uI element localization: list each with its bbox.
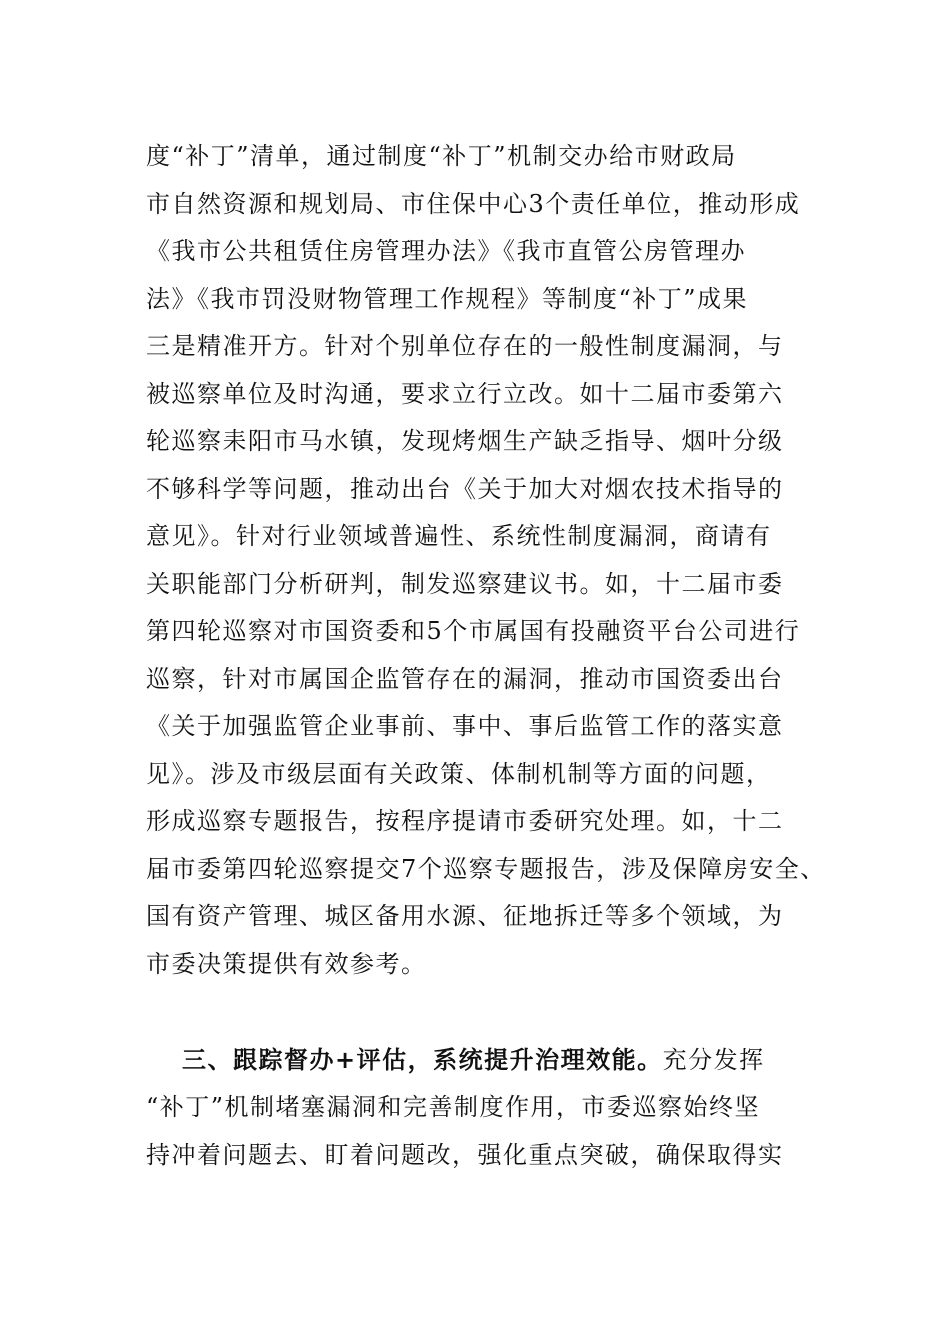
section-heading: 三、跟踪督办+评估，系统提升治理效能。 xyxy=(182,1046,663,1074)
text-line: 法》《我市罚没财物管理工作规程》等制度“补丁”成果 xyxy=(146,285,749,313)
text-line: 关职能部门分析研判，制发巡察建议书。如，十二届市委 xyxy=(146,570,784,598)
text-line: 意见》。针对行业领域普遍性、系统性制度漏洞，商请有 xyxy=(146,522,772,550)
text-line: 持冲着问题去、盯着问题改，强化重点突破，确保取得实 xyxy=(146,1141,784,1169)
text-line: 形成巡察专题报告，按程序提请市委研究处理。如，十二 xyxy=(146,807,784,835)
text-line: 国有资产管理、城区备用水源、征地拆迁等多个领域，为 xyxy=(146,902,784,930)
text-line: 巡察，针对市属国企监管存在的漏洞，推动市国资委出台 xyxy=(146,665,784,693)
text-line: 三是精准开方。针对个别单位存在的一般性制度漏洞，与 xyxy=(146,332,784,360)
text-line-rest: 充分发挥 xyxy=(662,1046,765,1074)
text-line: 不够科学等问题，推动出台《关于加大对烟农技术指导的 xyxy=(146,475,784,503)
text-line: 届市委第四轮巡察提交7个巡察专题报告，涉及保障房安全、 xyxy=(146,855,826,883)
text-line: “补丁”机制堵塞漏洞和完善制度作用，市委巡察始终坚 xyxy=(146,1093,761,1121)
text-line: 市委决策提供有效参考。 xyxy=(146,950,427,978)
text-line: 见》。涉及市级层面有关政策、体制机制等方面的问题， xyxy=(146,760,772,788)
text-line: 《关于加强监管企业事前、事中、事后监管工作的落实意 xyxy=(146,712,784,740)
text-line: 《我市公共租赁住房管理办法》《我市直管公房管理办 xyxy=(146,237,746,265)
text-line: 被巡察单位及时沟通，要求立行立改。如十二届市委第六 xyxy=(146,380,784,408)
section-heading-line xyxy=(182,1042,765,1078)
text-line: 市自然资源和规划局、市住保中心3个责任单位，推动形成 xyxy=(146,190,801,218)
text-line: 度“补丁”清单，通过制度“补丁”机制交办给市财政局 xyxy=(146,142,737,170)
text-line: 轮巡察耒阳市马水镇，发现烤烟生产缺乏指导、烟叶分级 xyxy=(146,427,784,455)
text-line: 第四轮巡察对市国资委和5个市属国有投融资平台公司进行 xyxy=(146,617,801,645)
